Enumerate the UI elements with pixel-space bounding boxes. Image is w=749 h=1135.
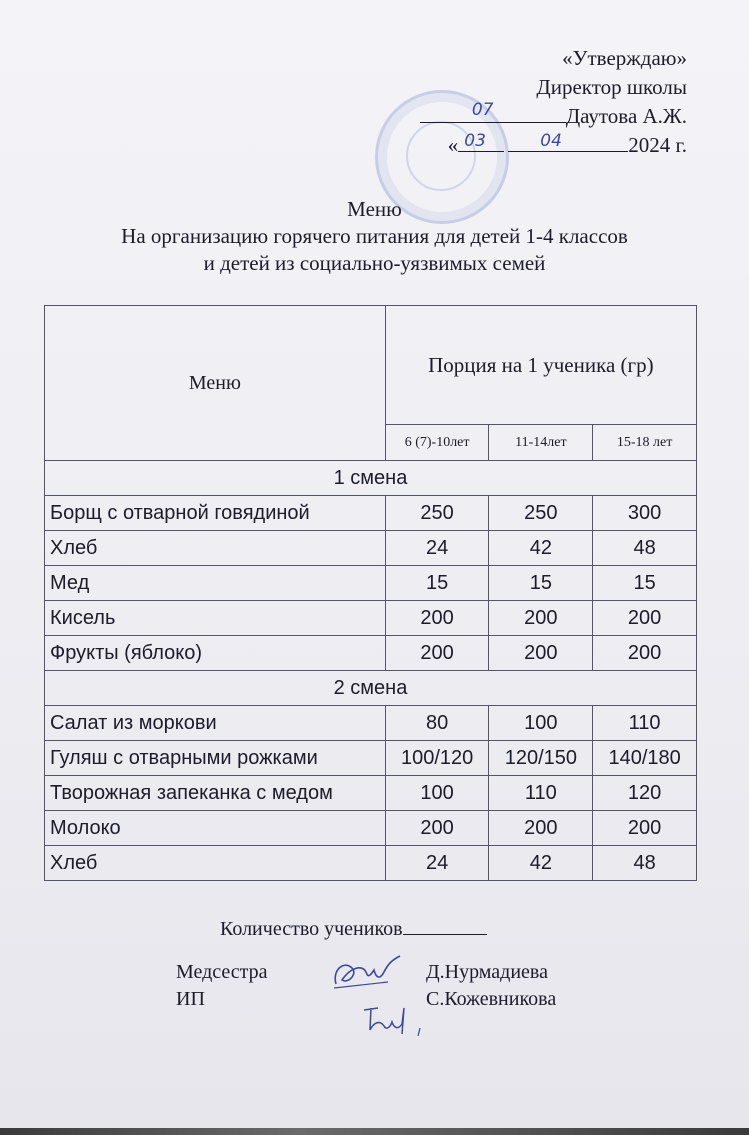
portion-value: 15: [385, 566, 489, 601]
student-count: [220, 916, 487, 941]
nurse-signature-row: [176, 961, 548, 984]
date-month-blank: [508, 133, 628, 152]
dish-name: Творожная запеканка с медом: [45, 776, 386, 811]
header-menu: Меню: [45, 306, 386, 461]
dish-name: Мед: [45, 566, 386, 601]
shift-2-label: 2 смена: [45, 671, 697, 706]
approval-heading: «Утверждаю»: [562, 46, 687, 70]
table-row: [45, 601, 697, 636]
director-title: Директор школы: [536, 75, 687, 99]
director-signature-blank: [420, 100, 566, 123]
dish-name: Гуляш с отварными рожками: [45, 741, 386, 776]
age-group-3: 15-18 лет: [593, 425, 697, 461]
dish-name: Борщ с отварной говядиной: [45, 496, 386, 531]
director-name: Даутова А.Ж.: [565, 104, 687, 128]
table-row: [45, 811, 697, 846]
shift-row: [45, 461, 697, 496]
date-day-hand: 03: [464, 131, 486, 151]
table-row: [45, 496, 697, 531]
portion-value: 15: [489, 566, 593, 601]
table-row: [45, 706, 697, 741]
date-open-quote: «: [447, 133, 459, 157]
portion-value: 110: [489, 776, 593, 811]
ip-role: ИП: [176, 988, 205, 1010]
title-menu: Меню: [347, 197, 402, 221]
portion-value: 200: [489, 811, 593, 846]
portion-value: 80: [385, 706, 489, 741]
age-group-2: 11-14лет: [489, 425, 593, 461]
ip-name: С.Кожевникова: [426, 988, 557, 1010]
dish-name: Молоко: [45, 811, 386, 846]
shift-row: [45, 671, 697, 706]
portion-value: 42: [489, 846, 593, 881]
portion-value: 200: [593, 601, 697, 636]
table-row: [45, 776, 697, 811]
portion-value: 250: [385, 496, 489, 531]
student-count-blank: [403, 916, 487, 935]
date-month-hand: 04: [540, 131, 562, 151]
table-row: [45, 531, 697, 566]
approval-date: [420, 131, 687, 160]
portion-value: 200: [593, 811, 697, 846]
approval-block: [420, 44, 687, 160]
menu-table: [44, 305, 697, 881]
nurse-signature: [330, 950, 410, 996]
dish-name: Хлеб: [45, 531, 386, 566]
shift-1-label: 1 смена: [45, 461, 697, 496]
portion-value: 100: [489, 706, 593, 741]
title-purpose: На организацию горячего питания для детей 1-4 классов: [121, 224, 628, 248]
portion-value: 200: [489, 601, 593, 636]
nurse-role: Медсестра: [176, 961, 268, 983]
portion-value: 42: [489, 531, 593, 566]
page-bottom-edge: [0, 1128, 749, 1135]
portion-value: 200: [385, 636, 489, 671]
nurse-name: Д.Нурмадиева: [426, 961, 548, 983]
portion-value: 200: [385, 601, 489, 636]
portion-value: 100/120: [385, 741, 489, 776]
portion-value: 200: [489, 636, 593, 671]
document-title: [0, 196, 749, 277]
student-count-label: Количество учеников: [220, 918, 403, 940]
portion-value: 48: [593, 846, 697, 881]
dish-name: Хлеб: [45, 846, 386, 881]
table-row: [45, 636, 697, 671]
portion-value: 140/180: [593, 741, 697, 776]
portion-value: 200: [593, 636, 697, 671]
dish-name: Салат из моркови: [45, 706, 386, 741]
table-row: [45, 566, 697, 601]
table-row: [45, 846, 697, 881]
portion-value: 24: [385, 531, 489, 566]
portion-value: 100: [385, 776, 489, 811]
ip-signature-row: [176, 988, 557, 1011]
portion-value: 200: [385, 811, 489, 846]
director-signature-hand: 07: [471, 100, 494, 120]
ip-signature: [358, 1000, 428, 1040]
portion-value: 250: [489, 496, 593, 531]
date-day-blank: [458, 133, 504, 152]
title-audience: и детей из социально-уязвимых семей: [203, 251, 546, 275]
portion-value: 24: [385, 846, 489, 881]
date-year: 2024 г.: [628, 133, 687, 157]
portion-value: 48: [593, 531, 697, 566]
header-row: [45, 306, 697, 425]
portion-value: 300: [593, 496, 697, 531]
portion-value: 110: [593, 706, 697, 741]
table-row: [45, 741, 697, 776]
portion-value: 120/150: [489, 741, 593, 776]
age-group-1: 6 (7)-10лет: [385, 425, 489, 461]
dish-name: Кисель: [45, 601, 386, 636]
dish-name: Фрукты (яблоко): [45, 636, 386, 671]
portion-value: 120: [593, 776, 697, 811]
header-portion: Порция на 1 ученика (гр): [385, 306, 696, 425]
portion-value: 15: [593, 566, 697, 601]
